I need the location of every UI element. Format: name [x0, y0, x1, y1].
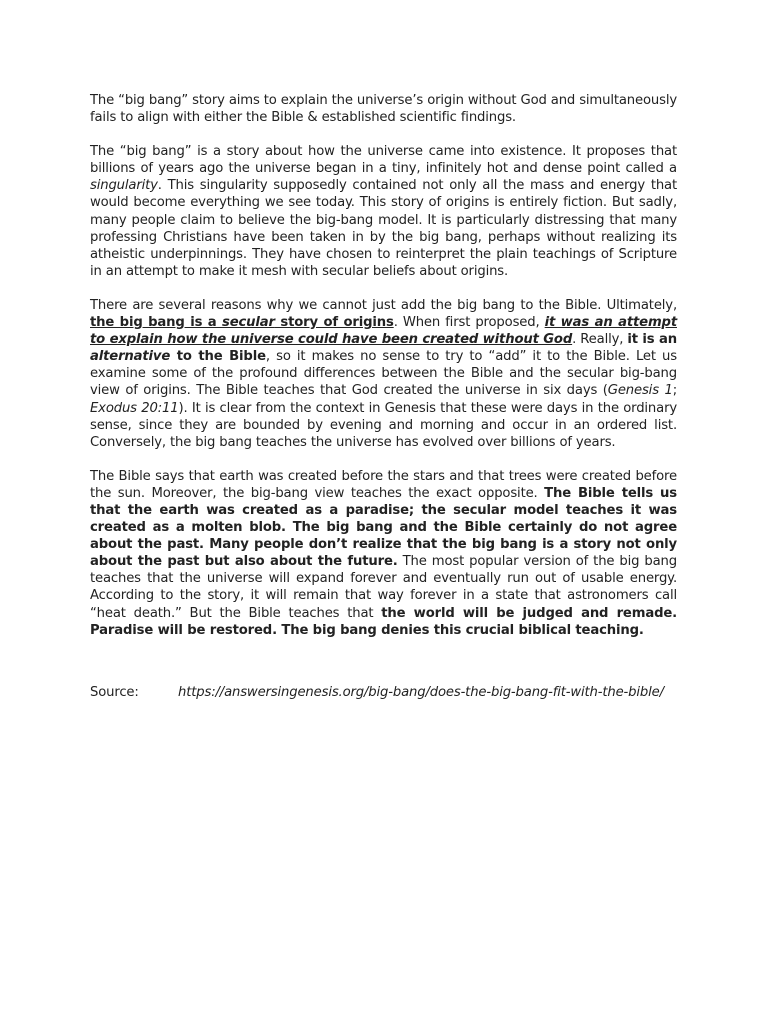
- text-run: There are several reasons why we cannot just add the big bang to the Bible. Ultimately,: [90, 297, 677, 313]
- text-run: . This singularity supposedly contained not only all the mass and energy that would become everything we see today. This story of origins is entirely fiction. But sadly, many people claim to believe the big-bang model. It is particularly distressing that many professing Christians have been taken in by the big bang, perhaps without realizing its atheistic underpinnings. They have chosen to reinterpret the plain teachings of Scripture in an attempt to make it mesh with secular beliefs about origins.: [90, 178, 677, 279]
- bold-underlined-attempt: it was an attempt to explain how the universe could have been created without God: [90, 315, 677, 348]
- bold-alternative: it is an alternative to the Bible: [90, 332, 677, 365]
- bold-judged-remade: the world will be judged and remade. Paradise will be restored. The big bang denies this crucial biblical teaching.: [90, 605, 678, 638]
- bold-underlined-secular-origins: the big bang is a secular story of origins: [90, 315, 394, 331]
- source-line: [90, 684, 677, 701]
- text-run: The “big bang” is a story about how the universe came into existence. It proposes that billions of years ago the universe began in a tiny, infinitely hot and dense point called a: [90, 144, 677, 177]
- paragraph-big-bang-description: [90, 143, 677, 280]
- text-run: . Really,: [572, 332, 628, 348]
- bold-paradise-contrast: The Bible tells us that the earth was created as a paradise; the secular model teaches it was created as a molten blob. The big bang and the Bible certainly do not agree about the past. Many people don’t realize that the big bang is a story not only about the past but also about the future.: [90, 485, 677, 570]
- source-url: https://answersingenesis.org/big-bang/does-the-big-bang-fit-with-the-bible/: [178, 684, 664, 700]
- italic-singularity: singularity: [90, 178, 158, 194]
- text-run: ;: [672, 383, 677, 399]
- italic-genesis-ref: Genesis 1: [607, 383, 673, 399]
- paragraph-reasons: [90, 297, 677, 451]
- paragraph-intro: The “big bang” story aims to explain the universe’s origin without God and simultaneously fails to align with either the Bible & established scientific findings.: [90, 93, 677, 126]
- text-run: The Bible says that earth was created before the stars and that trees were created before the sun. Moreover, the big-bang view teaches the exact opposite.: [90, 468, 677, 501]
- document-page: [90, 92, 677, 718]
- paragraph-earth-stars: [90, 468, 677, 639]
- text-run: ). It is clear from the context in Genesis that these were days in the ordinary sense, since they are bounded by evening and morning and occur in an ordered list. Conversely, the big bang teaches the universe has evolved over billions of years.: [90, 400, 677, 450]
- text-run: , so it makes no sense to try to “add” it to the Bible. Let us examine some of the profound differences between the Bible and the secular big-bang view of origins. The Bible teaches that God created the universe in six days (: [90, 349, 677, 399]
- source-label: Source:: [90, 684, 139, 700]
- text-run: The most popular version of the big bang teaches that the universe will expand forever and eventually run out of usable energy. According to the story, it will remain that way forever in a state that astronomers call “heat death.” But the Bible teaches that: [90, 554, 677, 621]
- text-run: . When first proposed,: [393, 315, 545, 331]
- italic-exodus-ref: Exodus 20:11: [90, 400, 179, 416]
